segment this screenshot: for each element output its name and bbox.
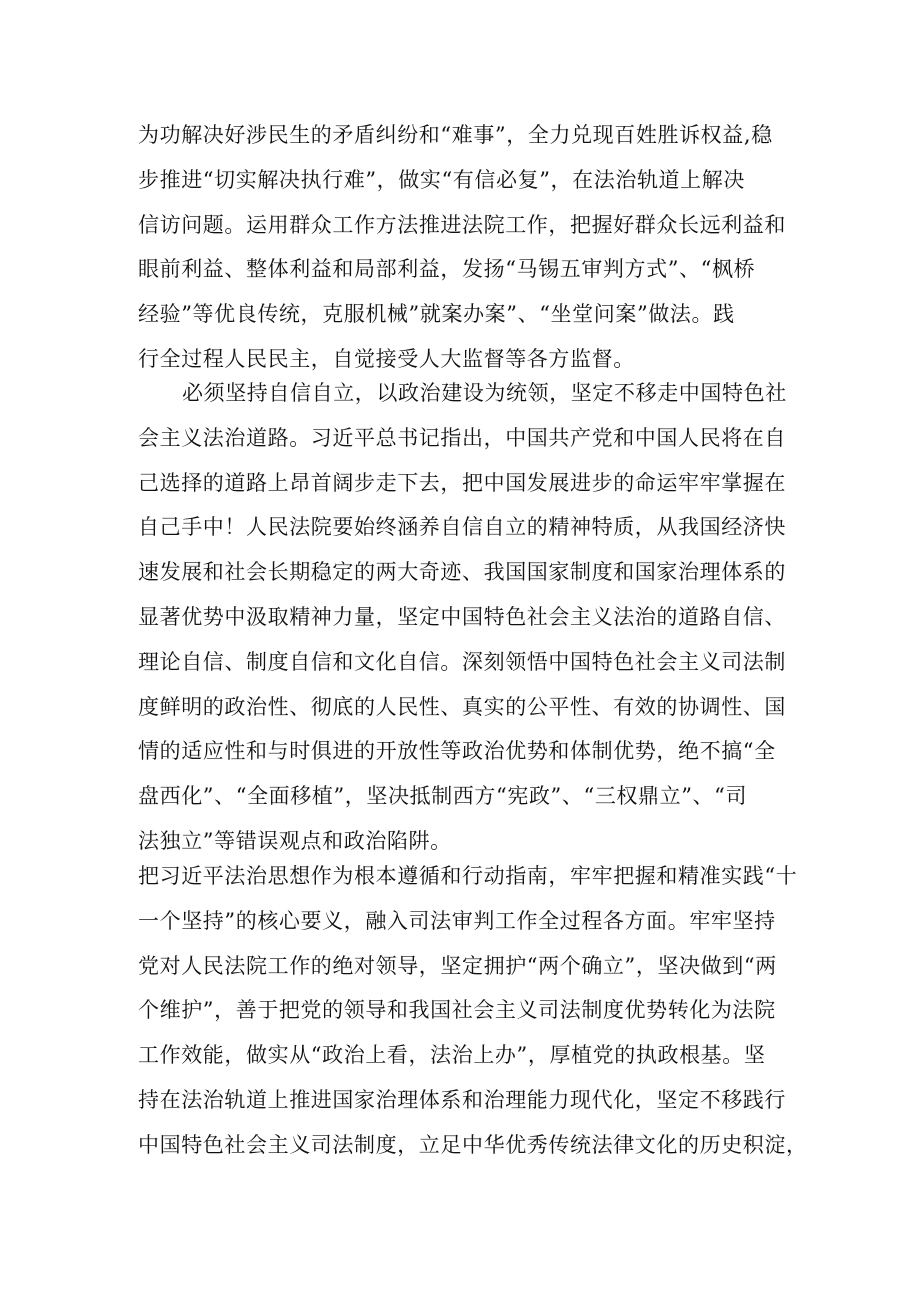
text-line: 法独立”等错误观点和政治陷阱。 bbox=[138, 828, 452, 853]
paragraph-1 bbox=[138, 113, 786, 382]
text-line: 为功解决好涉民生的矛盾纠纷和“难事”，全力兑现百姓胜诉权益,稳 bbox=[138, 123, 773, 147]
text-line: 持在法治轨道上推进国家治理体系和治理能力现代化，坚定不移践行 bbox=[138, 1087, 786, 1112]
text-line: 步推进“切实解决执行难”，做实“有信必复”，在法治轨道上解决 bbox=[138, 167, 745, 192]
text-line: 会主义法治道路。习近平总书记指出，中国共产党和中国人民将在自 bbox=[138, 425, 786, 450]
text-line: 党对人民法院工作的绝对领导，坚定拥护“两个确立”，坚决做到“两 bbox=[138, 953, 777, 978]
text-line: 行全过程人民民主，自觉接受人大监督等各方监督。 bbox=[138, 346, 635, 371]
text-line: 眼前利益、整体利益和局部利益，发扬“马锡五审判方式”、“枫桥 bbox=[138, 257, 756, 282]
text-line: 自己手中！人民法院要始终涵养自信自立的精神特质，从我国经济快 bbox=[138, 515, 786, 540]
text-line: 必须坚持自信自立，以政治建设为统领，坚定不移走中国特色社 bbox=[182, 381, 787, 405]
text-line: 显著优势中汲取精神力量，坚定中国特色社会主义法治的道路自信、 bbox=[138, 604, 786, 629]
text-line: 情的适应性和与时俱进的开放性等政治优势和体制优势，绝不搞“全 bbox=[138, 739, 776, 764]
text-line: 个维护”，善于把党的领导和我国社会主义司法制度优势转化为法院 bbox=[138, 998, 776, 1023]
paragraph-3 bbox=[138, 854, 808, 1168]
text-line: 中国特色社会主义司法制度，立足中华优秀传统法律文化的历史积淀， bbox=[138, 1132, 808, 1157]
text-line: 信访问题。运用群众工作方法推进法院工作，把握好群众长远利益和 bbox=[138, 212, 786, 237]
text-line: 把习近平法治思想作为根本遵循和行动指南，牢牢把握和精准实践“十 bbox=[138, 864, 798, 888]
text-line: 度鲜明的政治性、彻底的人民性、真实的公平性、有效的协调性、国 bbox=[138, 694, 786, 719]
text-line: 工作效能，做实从“政治上看，法治上办”，厚植党的执政根基。坚 bbox=[138, 1043, 766, 1068]
paragraph-2 bbox=[138, 371, 787, 864]
text-line: 一个坚持”的核心要义，融入司法审判工作全过程各方面。牢牢坚持 bbox=[138, 908, 776, 933]
text-line: 速发展和社会长期稳定的两大奇迹、我国国家制度和国家治理体系的 bbox=[138, 560, 786, 585]
text-line: 盘西化”、“全面移植”，坚决抵制西方“宪政”、“三权鼎立”、“司 bbox=[138, 784, 748, 809]
text-line: 理论自信、制度自信和文化自信。深刻领悟中国特色社会主义司法制 bbox=[138, 649, 786, 674]
text-line: 己选择的道路上昂首阔步走下去，把中国发展进步的命运牢牢掌握在 bbox=[138, 470, 786, 495]
text-line: 经验”等优良传统，克服机械”就案办案”、“坐堂问案”做法。践 bbox=[138, 302, 735, 327]
